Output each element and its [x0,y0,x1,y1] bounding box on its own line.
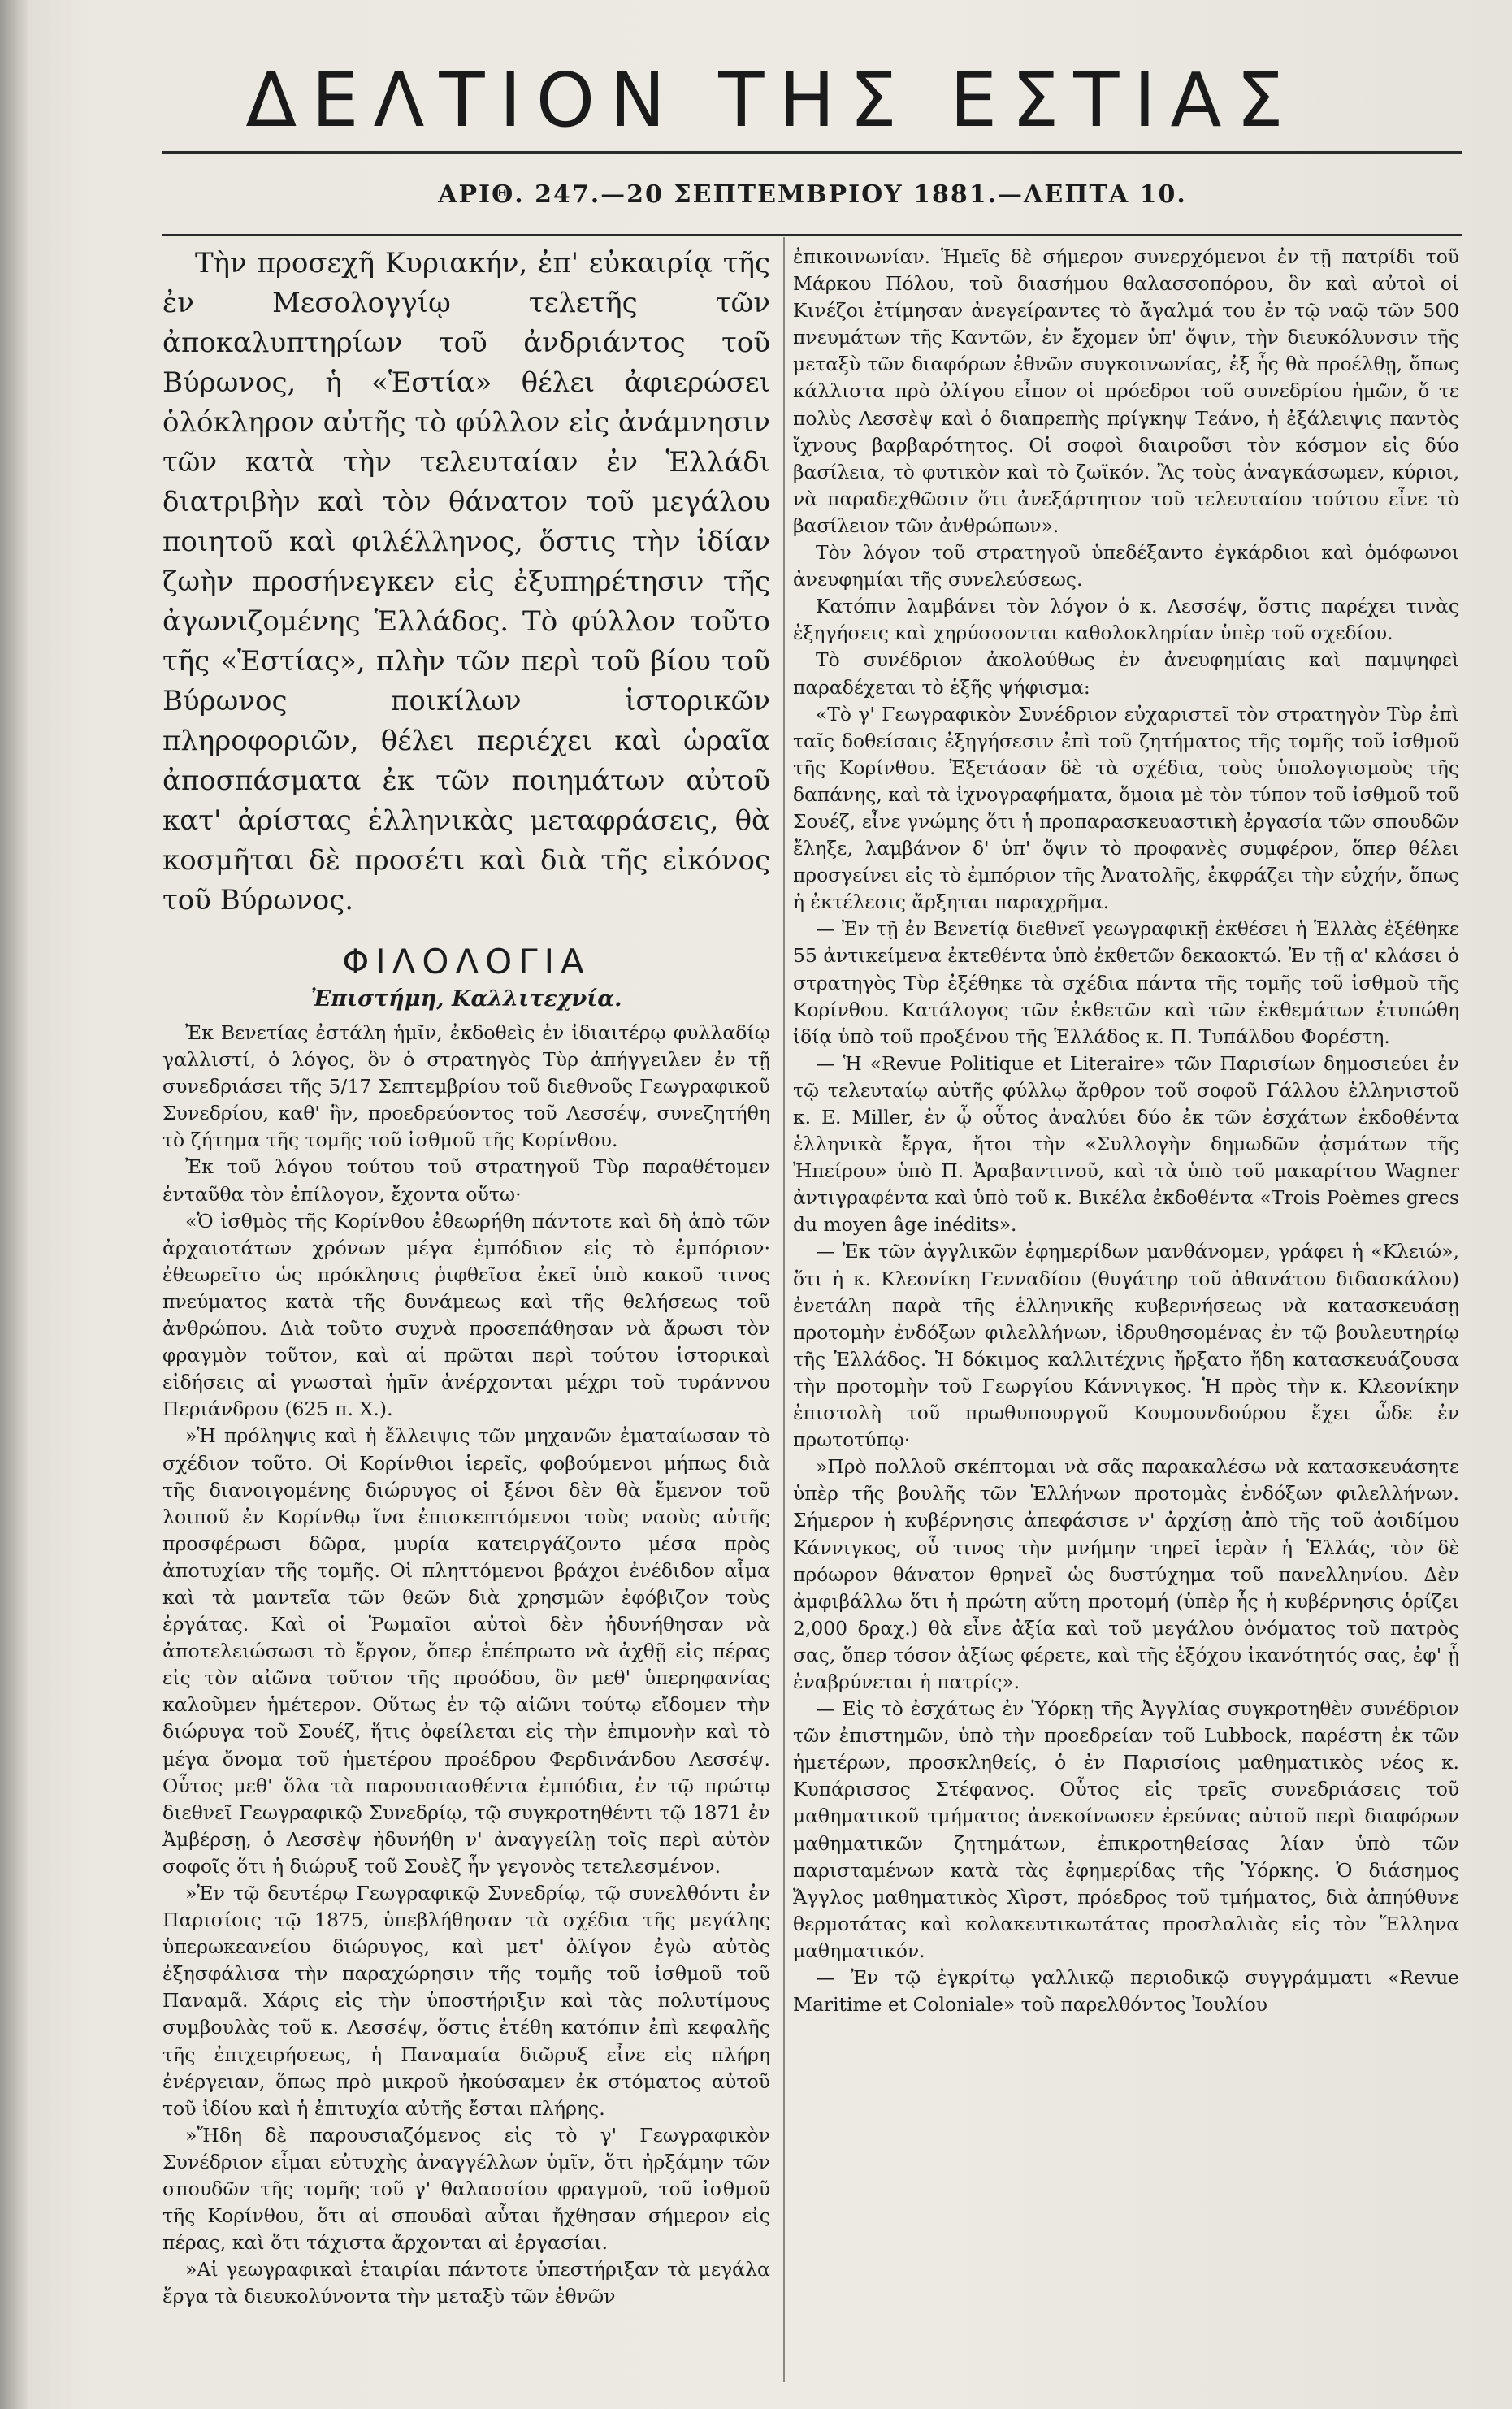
left-column [162,244,770,2311]
article-paragraph: »Ἡ πρόληψις καὶ ἡ ἔλλειψις τῶν μηχανῶν ἐματαίωσαν τὸ σχέδιον τοῦτο. Οἱ Κορίνθιοι ἱερεῖς, φοβούμενοι μήπως διὰ τῆς διανοιγομένης διώρυγος οἱ ξένοι δὲν θὰ ἔμενον τοῦ λοιποῦ ἐν Κορίνθῳ ἵνα ἐπισκεπτόμενοι τοὺς ναοὺς αὐτῆς προσφέρωσι δῶρα, μυρία κατειργάζοντο μέσα πρὸς ἀποτυχίαν τῆς τομῆς. Οἱ πληττόμενοι βράχοι ἐνέδιδον αἷμα καὶ τὰ μαντεῖα τῶν θεῶν διὰ χρησμῶν ἐφόβιζον τοὺς ἐργάτας. Καὶ οἱ Ῥωμαῖοι αὐτοὶ δὲν ἠδυνήθησαν νὰ ἀποτελειώσωσι τὸ ἔργον, ὅπερ ἐπέπρωτο νὰ ἀχθῇ εἰς πέρας εἰς τὸν αἰῶνα τοῦτον τῆς προόδου, ὃν μεθ' ὑπερηφανίας καλοῦμεν ἡμέτερον. Οὕτως ἐν τῷ αἰῶνι τούτῳ εἴδομεν τὴν διώρυγα τοῦ Σουέζ, ἥτις ὀφείλεται εἰς τὴν ἐπιμονὴν καὶ τὸ μέγα ὄνομα τοῦ ἡμετέρου προέδρου Φερδινάνδου Λεσσέψ. Οὗτος μεθ' ὅλα τὰ παρουσιασθέντα ἐμπόδια, ἐν τῷ πρώτῳ διεθνεῖ Γεωγραφικῷ Συνεδρίῳ, τῷ συγκροτηθέντι τῷ 1871 ἐν Ἀμβέρσῃ, ὁ Λεσσὲψ ἠδυνήθη ν' ἀναγγείλῃ τοῖς περὶ αὐτὸν σοφοῖς ὅτι ἡ διώρυξ τοῦ Σουὲζ ἦν γεγονὸς τετελεσμένον. [162,1424,770,1878]
article-paragraph: Τὸν λόγον τοῦ στρατηγοῦ ὑπεδέξαντο ἐγκάρδιοι καὶ ὁμόφωνοι ἀνευφημίαι τῆς συνελεύσεως. [793,541,1459,591]
news-item: — Ἐκ τῶν ἀγγλικῶν ἐφημερίδων μανθάνομεν, γράφει ἡ «Κλειώ», ὅτι ἡ κ. Κλεονίκη Γενναδίου (θυγάτηρ τοῦ ἀθανάτου διδασκάλου) ἐνετάλη παρὰ τῆς ἑλληνικῆς κυβερνήσεως νὰ κατασκευάσῃ προτομὴν ἐνδόξων φιλελλήνων, ἱδρυθησομένας ἐν τῷ βουλευτηρίῳ τῆς Ἑλλάδος. Ἡ δόκιμος καλλιτέχνις ἤρξατο ἤδη κατασκευάζουσα τὴν προτομὴν τοῦ Γεωργίου Κάννιγκος. Ἡ πρὸς τὴν κ. Κλεονίκην ἐπιστολὴ τοῦ πρωθυπουργοῦ Κουμουνδούρου ἔχει ὧδε ἐν πρωτοτύπῳ· [793,1240,1459,1452]
news-item: — Εἰς τὸ ἐσχάτως ἐν Ὑόρκῃ τῆς Ἀγγλίας συγκροτηθὲν συνέδριον τῶν ἐπιστημῶν, ὑπὸ τὴν προεδρείαν τοῦ Lubbock, παρέστη ἐκ τῶν ἡμετέρων, προσκληθείς, ὁ ἐν Παρισίοις μαθηματικὸς νέος κ. Κυπάρισσος Στέφανος. Οὗτος εἰς τρεῖς συνεδριάσεις τοῦ μαθηματικοῦ τμήματος ἀνεκοίνωσεν ἐρεύνας αὐτοῦ περὶ διαφόρων μαθηματικῶν ζητημάτων, ἐπικροτηθείσας λίαν ὑπὸ τῶν παρισταμένων κατὰ τὰς ἐφημερίδας τῆς Ὑόρκης. Ὁ διάσημος Ἄγγλος μαθηματικὸς Χὶρστ, πρόεδρος τοῦ τμήματος, διὰ ἀπηύθυνε θερμοτάτας καὶ κολακευτικωτάτας προσλαλιὰς εἰς τὸν Ἕλληνα μαθηματικόν. [793,1697,1459,1962]
page-binding-edge [0,0,28,2409]
masthead-rule [162,151,1462,154]
article-paragraph: »Αἱ γεωγραφικαὶ ἑταιρίαι πάντοτε ὑπεστήριξαν τὰ μεγάλα ἔργα τὰ διευκολύνοντα τὴν μεταξὺ τῶν ἐθνῶν [162,2258,770,2308]
article-paragraph: Τὸ συνέδριον ἀκολούθως ἐν ἀνευφημίαις καὶ παμψηφεὶ παραδέχεται τὸ ἑξῆς ψήφισμα: [793,648,1459,699]
issue-line: ΑΡΙΘ. 247.—20 ΣΕΠΤΕΜΒΡΙΟΥ 1881.—ΛΕΠΤΑ 10. [438,180,1187,209]
article-paragraph: «Τὸ γ' Γεωγραφικὸν Συνέδριον εὐχαριστεῖ τὸν στρατηγὸν Τὺρ ἐπὶ ταῖς δοθείσαις ἐξηγήσεσιν ἐπὶ τοῦ ζητήματος τῆς τομῆς τοῦ ἰσθμοῦ τῆς Κορίνθου. Ἐξετάσαν δὲ τὰ σχέδια, τοὺς ὑπολογισμοὺς τῆς δαπάνης, καὶ τὰ ἰχνογραφήματα, ὅμοια μὲ τὸν τύπον τοῦ ἰσθμοῦ τοῦ Σουέζ, εἶνε γνώμης ὅτι ἡ προπαρασκευαστικὴ ἐργασία τῶν σπουδῶν ἔληξε, λαμβάνον δ' ὑπ' ὄψιν τὸ προφανὲς συμφέρον, ὅπερ θέλει προσγείνει εἰς τὸ ἐμπόριον τῆς Ἀνατολῆς, ἐκφράζει τὴν εὐχήν, ὅπως ἡ ἐκτέλεσις ἄρξηται παραχρῆμα. [793,702,1459,914]
article-paragraph: Ἐκ Βενετίας ἐστάλη ἡμῖν, ἐκδοθεὶς ἐν ἰδιαιτέρῳ φυλλαδίῳ γαλλιστί, ὁ λόγος, ὃν ὁ στρατηγὸς Τὺρ ἀπήγγειλεν ἐν τῇ συνεδριάσει τῆς 5/17 Σεπτεμβρίου τοῦ διεθνοῦς Γεωγραφικοῦ Συνεδρίου, καθ' ἣν, προεδρεύοντος τοῦ Λεσσέψ, συνεζητήθη τὸ ζήτημα τῆς τομῆς τοῦ ἰσθμοῦ τῆς Κορίνθου. [162,1021,770,1152]
article-paragraph: Κατόπιν λαμβάνει τὸν λόγον ὁ κ. Λεσσέψ, ὅστις παρέχει τινὰς ἐξηγήσεις καὶ χηρύσσονται καθολοκληρίαν ὑπὲρ τοῦ σχεδίου. [793,595,1459,645]
article-paragraph: Ἐκ τοῦ λόγου τούτου τοῦ στρατηγοῦ Τὺρ παραθέτομεν ἐνταῦθα τὸν ἐπίλογον, ἔχοντα οὕτω· [162,1155,770,1206]
section-subtitle: Ἐπιστήμη, Καλλιτεχνία. [310,986,622,1012]
news-item: — Ἡ «Revue Politique et Literaire» τῶν Παρισίων δημοσιεύει ἐν τῷ τελευταίῳ αὐτῆς φύλλῳ ἄρθρον τοῦ σοφοῦ Γάλλου ἑλληνιστοῦ κ. Ε. Miller, ἐν ᾧ οὗτος ἀναλύει δύο ἐκ τῶν ἐσχάτων ἐκδοθέντα ἑλληνικὰ ἔργα, ἤτοι τὴν «Συλλογὴν δημωδῶν ᾀσμάτων τῆς Ἠπείρου» ὑπὸ Π. Ἀραβαντινοῦ, καὶ τὰ ὑπὸ τοῦ μακαρίτου Wagner ἀντιγραφέντα καὶ ὑπὸ τοῦ κ. Βικέλα ἐκδοθέντα «Trois Poèmes grecs du moyen âge inédits». [793,1051,1459,1237]
article-paragraph: »Πρὸ πολλοῦ σκέπτομαι νὰ σᾶς παρακαλέσω νὰ κατασκευάσητε ὑπὲρ τῆς βουλῆς τῶν Ἑλλήνων προτομὰς ἐνδόξων φιλελλήνων. Σήμερον ἡ κυβέρνησις ἀπεφάσισε ν' ἀρχίσῃ ἀπὸ τῆς τοῦ ἀοιδίμου Κάννιγκος, οὗ τινος τὴν μνήμην τηρεῖ ἱερὰν ἡ Ἑλλάς, τὸν δὲ πρόωρον θάνατον θρηνεῖ ὡς δυστύχημα τοῦ πανελληνίου. Δὲν ἀμφιβάλλω ὅτι ἡ πρώτη αὕτη προτομή (ὑπὲρ ἧς ἡ κυβέρνησις ὁρίζει 2,000 δραχ.) θὰ εἶνε ἀξία καὶ τοῦ μεγάλου ὀνόματος τοῦ πατρὸς σας, ὅπερ τόσον ἀξίως φέρετε, καὶ τῆς ἐξόχου ἱκανότητός σας, ἐφ' ᾗ ἐναβρύνεται ἡ πατρίς». [793,1455,1459,1693]
right-column [793,244,1459,2018]
article-paragraph: ἐπικοινωνίαν. Ἡμεῖς δὲ σήμερον συνερχόμενοι ἐν τῇ πατρίδι τοῦ Μάρκου Πόλου, τοῦ διασήμου θαλασσοπόρου, ὃν καὶ αὐτοὶ οἱ Κινέζοι ἐτίμησαν ἀνεγείραντες τὸ ἄγαλμά του ἐν τῷ ναῷ τῶν 500 πνευμάτων τῆς Καντῶν, ἐν ἔχομεν ὑπ' ὄψιν, τὴν διευκόλυνσιν τῆς μεταξὺ τῶν διαφόρων ἐθνῶν συγκοινωνίας, ἐξ ἧς θὰ προέλθῃ, ὅπως κάλλιστα πρὸ ὀλίγου εἶπον οἱ πρόεδροι τοῦ συνεδρίου ἡμῶν, ὅ τε πολὺς Λεσσὲψ καὶ ὁ διαπρεπὴς πρίγκηψ Τεάνο, ἡ ἐξάλειψις παντὸς ἴχνους βαρβαρότητος. Οἱ σοφοὶ διαιροῦσι τὸν κόσμον εἰς δύο βασίλεια, τὸ φυτικὸν καὶ τὸ ζωϊκόν. Ἂς τοὺς ἀναγκάσωμεν, κύριοι, νὰ παραδεχθῶσιν ὅτι ἀνεξάρτητον τοῦ τελευταίου τούτου εἶνε τὸ βασίλειον τῶν ἀνθρώπων». [793,245,1459,537]
column-divider [783,237,785,2382]
masthead-title: ΔΕΛΤΙΟΝ ΤΗΣ ΕΣΤΙΑΣ [245,57,1298,144]
issue-rule [162,234,1462,236]
news-item: — Ἐν τῇ ἐν Βενετίᾳ διεθνεῖ γεωγραφικῇ ἐκθέσει ἡ Ἑλλὰς ἐξέθηκε 55 ἀντικείμενα ἐκτεθέντα ὑπὸ ἐκθετῶν δεκαοκτώ. Ἐν τῇ α' κλάσει ὁ στρατηγὸς Τὺρ ἐξέθηκε τὰ σχέδια πάντα τῆς τομῆς τοῦ ἰσθμοῦ τῆς Κορίνθου. Κατάλογος τῶν ἐκθετῶν καὶ τῶν ἐκθεμάτων ἐτυπώθη ἰδίᾳ ὑπὸ τοῦ προξένου τῆς Ἑλλάδος κ. Π. Τυπάλδου Φορέστη. [793,917,1459,1048]
article-paragraph: »Ἤδη δὲ παρουσιαζόμενος εἰς τὸ γ' Γεωγραφικὸν Συνέδριον εἶμαι εὐτυχὴς ἀναγγέλλων ὑμῖν, ὅτι ἠρξάμην τῶν σπουδῶν τῆς τομῆς τοῦ γ' θαλασσίου φραγμοῦ, τοῦ ἰσθμοῦ τῆς Κορίνθου, ὅτι αἱ σπουδαὶ αὗται ἤχθησαν σήμερον εἰς πέρας, καὶ ὅτι τάχιστα ἄρχονται αἱ ἐργασίαι. [162,2123,770,2255]
article-paragraph: «Ὁ ἰσθμὸς τῆς Κορίνθου ἐθεωρήθη πάντοτε καὶ δὴ ἀπὸ τῶν ἀρχαιοτάτων χρόνων μέγα ἐμπόδιον εἰς τὸ ἐμπόριον· ἐθεωρεῖτο ὡς πρόκλησις ῥιφθεῖσα ἐκεῖ ὑπὸ κακοῦ τινος πνεύματος κατὰ τῆς δυνάμεως καὶ τῆς θελήσεως τοῦ ἀνθρώπου. Διὰ τοῦτο συχνὰ προσεπάθησαν νὰ ἄρωσι τὸν φραγμὸν τοῦτον, καὶ αἱ πρῶται περὶ τούτου ἱστορικαὶ εἰδήσεις αἱ γνωσταὶ ἡμῖν ἀνέρχονται μέχρι τοῦ τυράννου Περιάνδρου (625 π. Χ.). [162,1209,770,1421]
byron-announcement: Τὴν προσεχῆ Κυριακήν, ἐπ' εὐκαιρίᾳ τῆς ἐν Μεσολογγίῳ τελετῆς τῶν ἀποκαλυπτηρίων τοῦ ἀνδριάντος τοῦ Βύρωνος, ἡ «Ἑστία» θέλει ἀφιερώσει ὁλόκληρον αὐτῆς τὸ φύλλον εἰς ἀνάμνησιν τῶν κατὰ τὴν τελευταίαν ἐν Ἑλλάδι διατριβὴν καὶ τὸν θάνατον τοῦ μεγάλου ποιητοῦ καὶ φιλέλληνος, ὅστις τὴν ἰδίαν ζωὴν προσήνεγκεν εἰς ἐξυπηρέτησιν τῆς ἀγωνιζομένης Ἑλλάδος. Τὸ φύλλον τοῦτο τῆς «Ἑστίας», πλὴν τῶν περὶ τοῦ βίου τοῦ Βύρωνος ποικίλων ἱστορικῶν πληροφοριῶν, θέλει περιέχει καὶ ὡραῖα ἀποσπάσματα ἐκ τῶν ποιημάτων αὐτοῦ κατ' ἀρίστας ἑλληνικὰς μεταφράσεις, θὰ κοσμῆται δὲ προσέτι καὶ διὰ τῆς εἰκόνος τοῦ Βύρωνος. [162,247,770,916]
news-item: — Ἐν τῷ ἐγκρίτῳ γαλλικῷ περιοδικῷ συγγράμματι «Revue Maritime et Coloniale» τοῦ παρελθόντος Ἰουλίου [793,1966,1459,2017]
article-paragraph: »Ἐν τῷ δευτέρῳ Γεωγραφικῷ Συνεδρίῳ, τῷ συνελθόντι ἐν Παρισίοις τῷ 1875, ὑπεβλήθησαν τὰ σχέδια τῆς μεγάλης ὑπερωκεανείου διώρυγος, καὶ μετ' ὀλίγον ἐγὼ αὐτὸς ἐξησφάλισα τὴν παραχώρησιν τῆς τομῆς τοῦ ἰσθμοῦ τοῦ Παναμᾶ. Χάρις εἰς τὴν ὑποστήριξιν καὶ τὰς πολυτίμους συμβουλὰς τοῦ κ. Λεσσέψ, ὅστις ἐτέθη κατόπιν ἐπὶ κεφαλῆς τῆς ἐπιχειρήσεως, ἡ Παναμαία διῶρυξ εἶνε εἰς πλήρη ἐνέργειαν, ὅπως πρὸ μικροῦ ἠκούσαμεν ἐκ στόματος αὐτοῦ τοῦ ἰδίου καὶ ἡ ἐπιτυχία αὐτῆς ἔσται πλήρης. [162,1882,770,2120]
section-title: ΦΙΛΟΛΟΓΙΑ [342,942,591,981]
